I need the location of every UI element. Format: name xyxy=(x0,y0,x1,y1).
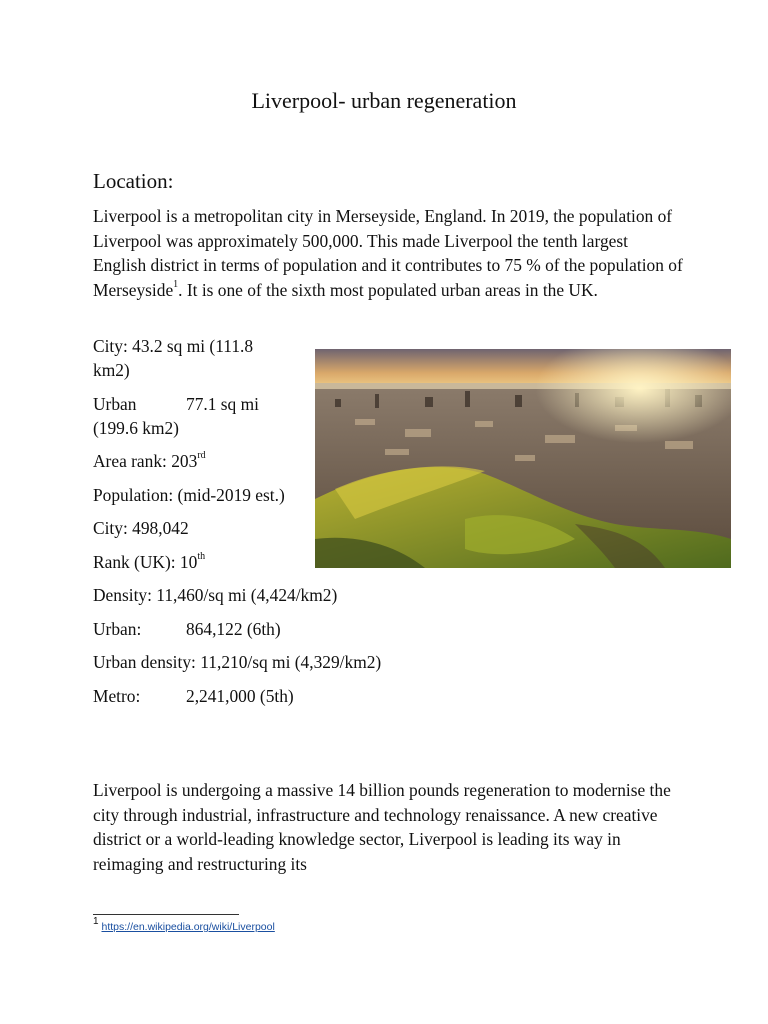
stat-area-rank-sup: rd xyxy=(197,450,206,462)
intro-text-1: Liverpool is a metropolitan city in Merseyside, England. In 2019, the population of Liverpool was approximately 500,000. This made Liverpool the tenth largest English district in terms of population and it contributes to 75 % of the population of Merseyside xyxy=(93,206,683,300)
footnote xyxy=(93,915,275,933)
footnote-separator xyxy=(93,914,239,915)
intro-paragraph xyxy=(93,204,683,302)
liverpool-aerial-photo xyxy=(315,349,731,568)
outro-paragraph: Liverpool is undergoing a massive 14 billion pounds regeneration to modernise the city through industrial, infrastructure and technology renaissance. A new creative district or a world-leading knowledge sector, Liverpool is leading its way in reimaging and restructuring its xyxy=(93,780,671,874)
stat-urban-value: 77.1 sq mi (199.6 km2) xyxy=(93,393,259,438)
stat-population-label: Population: (mid-2019 est.) xyxy=(93,484,285,505)
stat-urban-population xyxy=(93,617,393,641)
footnote-link[interactable]: https://en.wikipedia.org/wiki/Liverpool xyxy=(101,921,275,933)
stat-metro-label: Metro: xyxy=(93,685,141,706)
section-heading: Location: xyxy=(93,169,174,193)
footnote-number: 1 xyxy=(93,915,99,927)
intro-text-2: . It is one of the sixth most populated urban areas in the UK. xyxy=(178,279,598,300)
aerial-city-image xyxy=(315,349,731,568)
stat-city-population: City: 498,042 xyxy=(93,518,189,538)
page-title: Liverpool- urban regeneration xyxy=(251,88,517,113)
stat-rank-uk-text: Rank (UK): 10 xyxy=(93,551,198,572)
stat-urban-density: Urban density: 11,210/sq mi (4,329/km2) xyxy=(93,652,382,672)
stat-area-rank-text: Area rank: 203 xyxy=(93,451,198,471)
footnote-ref[interactable]: 1 xyxy=(173,278,179,290)
stat-rank-uk-sup: th xyxy=(197,550,206,562)
stat-city-area: City: 43.2 sq mi (111.8 km2) xyxy=(93,336,254,380)
stat-metro xyxy=(93,684,393,708)
stat-urban-area xyxy=(93,392,293,440)
stat-density: Density: 11,460/sq mi (4,424/km2) xyxy=(93,585,338,605)
stat-metro-value: 2,241,000 (5th) xyxy=(186,685,294,706)
stat-urban-label: Urban xyxy=(93,393,137,414)
stat-urban-pop-value: 864,122 (6th) xyxy=(186,618,281,639)
stat-urban-pop-label: Urban: xyxy=(93,618,142,639)
